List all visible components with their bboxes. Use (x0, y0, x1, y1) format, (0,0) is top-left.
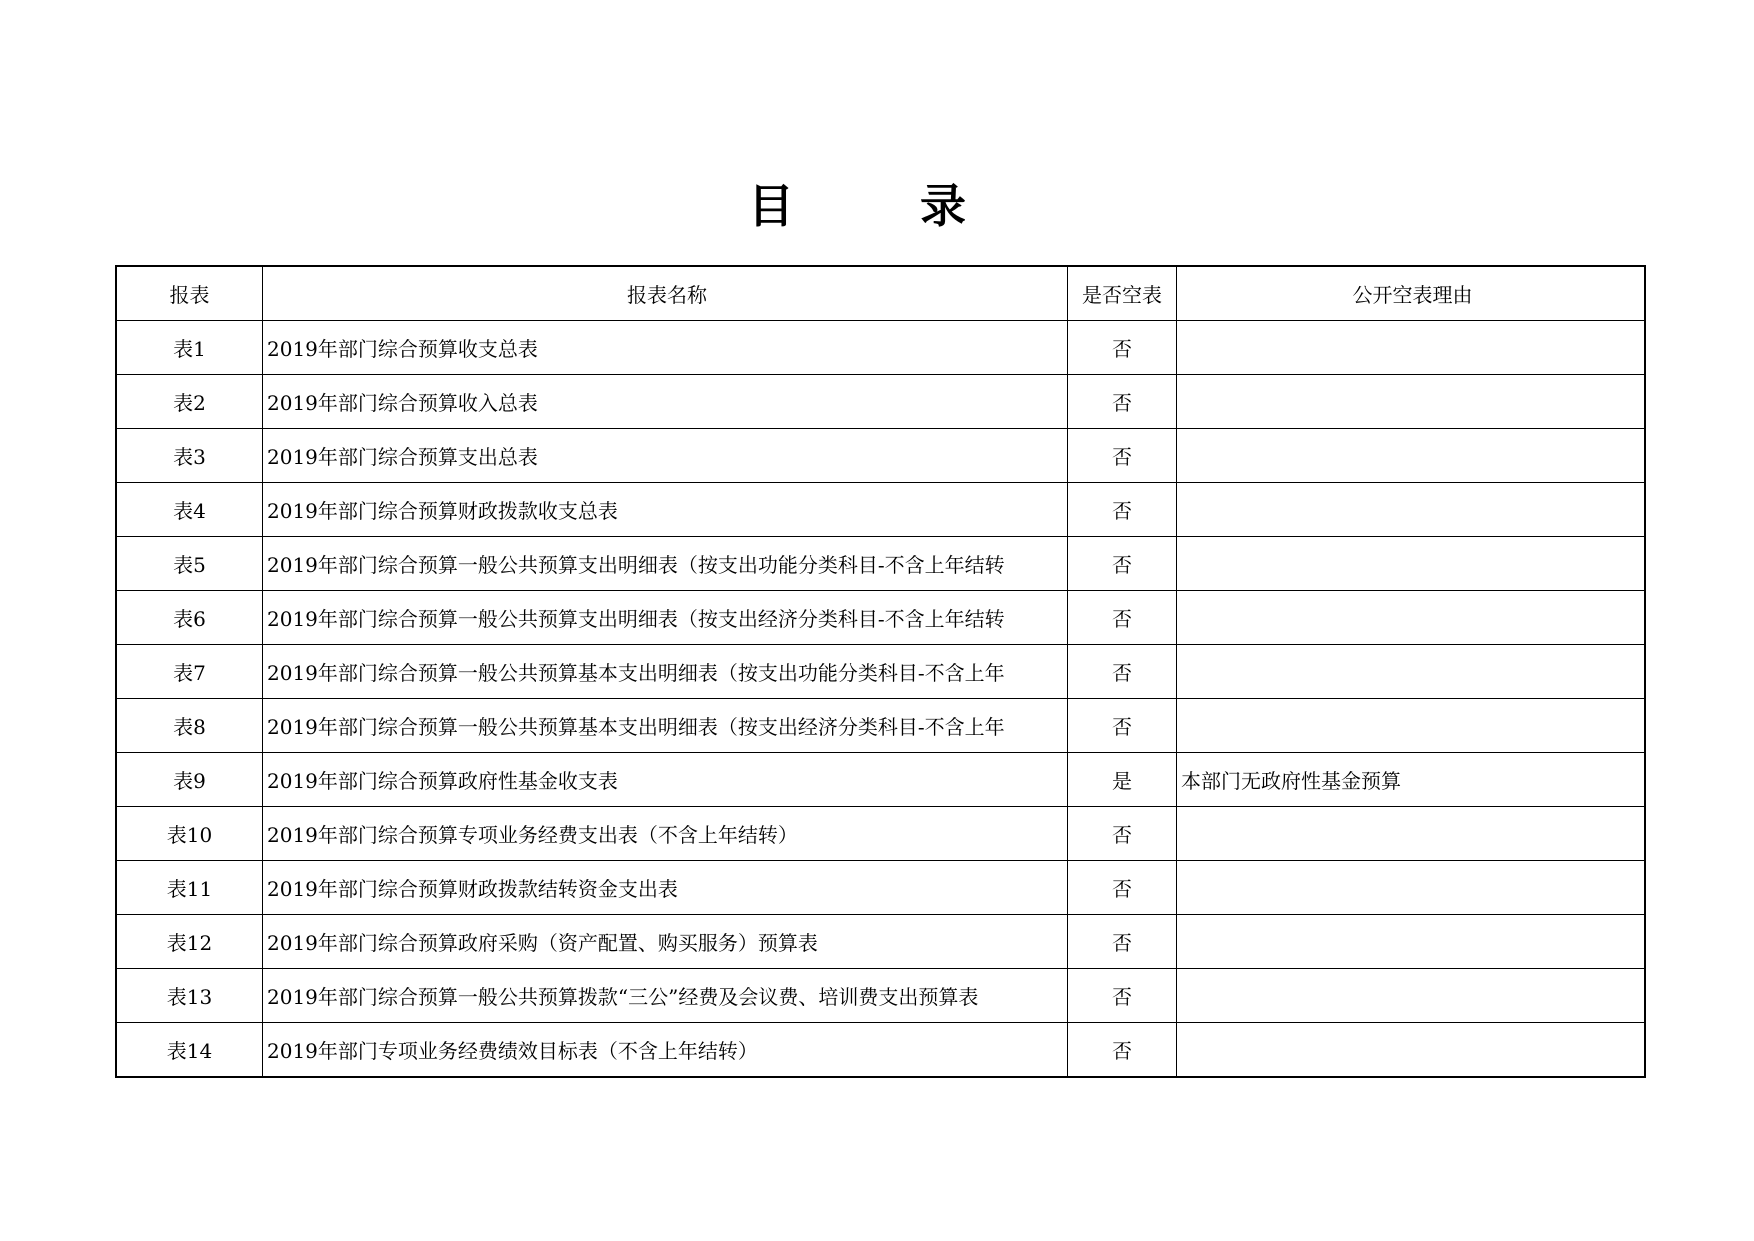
report-id-cell: 表4 (116, 483, 263, 537)
is-empty-cell: 否 (1068, 915, 1177, 969)
empty-reason-cell (1177, 807, 1646, 861)
is-empty-cell: 否 (1068, 1023, 1177, 1078)
table-row (116, 861, 1645, 915)
table-row (116, 969, 1645, 1023)
table-row (116, 753, 1645, 807)
report-name-cell: 2019年部门综合预算专项业务经费支出表（不含上年结转） (263, 807, 1068, 861)
is-empty-cell: 是 (1068, 753, 1177, 807)
header-report-id: 报表 (116, 266, 263, 321)
is-empty-cell: 否 (1068, 537, 1177, 591)
report-name-cell: 2019年部门综合预算一般公共预算拨款“三公”经费及会议费、培训费支出预算表 (263, 969, 1068, 1023)
is-empty-cell: 否 (1068, 861, 1177, 915)
table-row (116, 429, 1645, 483)
report-name-cell: 2019年部门综合预算一般公共预算支出明细表（按支出经济分类科目-不含上年结转 (263, 591, 1068, 645)
report-id-cell: 表8 (116, 699, 263, 753)
empty-reason-cell (1177, 1023, 1646, 1078)
report-id-cell: 表7 (116, 645, 263, 699)
empty-reason-cell (1177, 699, 1646, 753)
report-name-cell: 2019年部门综合预算政府采购（资产配置、购买服务）预算表 (263, 915, 1068, 969)
empty-reason-cell (1177, 483, 1646, 537)
report-name-cell: 2019年部门综合预算财政拨款结转资金支出表 (263, 861, 1068, 915)
header-report-name: 报表名称 (263, 266, 1068, 321)
report-id-cell: 表1 (116, 321, 263, 375)
empty-reason-cell (1177, 915, 1646, 969)
table-row (116, 915, 1645, 969)
is-empty-cell: 否 (1068, 969, 1177, 1023)
empty-reason-cell (1177, 969, 1646, 1023)
table-row (116, 699, 1645, 753)
table-row (116, 591, 1645, 645)
report-name-cell: 2019年部门综合预算政府性基金收支表 (263, 753, 1068, 807)
empty-reason-cell (1177, 591, 1646, 645)
table-header-row (116, 266, 1645, 321)
catalog-table (115, 265, 1646, 1078)
is-empty-cell: 否 (1068, 699, 1177, 753)
report-name-cell: 2019年部门专项业务经费绩效目标表（不含上年结转） (263, 1023, 1068, 1078)
is-empty-cell: 否 (1068, 321, 1177, 375)
report-name-cell: 2019年部门综合预算收入总表 (263, 375, 1068, 429)
empty-reason-cell: 本部门无政府性基金预算 (1177, 753, 1646, 807)
report-name-cell: 2019年部门综合预算一般公共预算基本支出明细表（按支出经济分类科目-不含上年 (263, 699, 1068, 753)
page-title: 目 录 (748, 179, 1006, 233)
empty-reason-cell (1177, 861, 1646, 915)
table-row (116, 1023, 1645, 1078)
report-name-cell: 2019年部门综合预算财政拨款收支总表 (263, 483, 1068, 537)
report-name-cell: 2019年部门综合预算一般公共预算基本支出明细表（按支出功能分类科目-不含上年 (263, 645, 1068, 699)
header-is-empty: 是否空表 (1068, 266, 1177, 321)
report-id-cell: 表13 (116, 969, 263, 1023)
is-empty-cell: 否 (1068, 645, 1177, 699)
is-empty-cell: 否 (1068, 375, 1177, 429)
report-id-cell: 表11 (116, 861, 263, 915)
is-empty-cell: 否 (1068, 807, 1177, 861)
is-empty-cell: 否 (1068, 483, 1177, 537)
empty-reason-cell (1177, 321, 1646, 375)
report-id-cell: 表10 (116, 807, 263, 861)
table-row (116, 537, 1645, 591)
report-id-cell: 表14 (116, 1023, 263, 1078)
empty-reason-cell (1177, 645, 1646, 699)
empty-reason-cell (1177, 537, 1646, 591)
table-row (116, 645, 1645, 699)
report-id-cell: 表9 (116, 753, 263, 807)
report-id-cell: 表2 (116, 375, 263, 429)
is-empty-cell: 否 (1068, 429, 1177, 483)
report-name-cell: 2019年部门综合预算支出总表 (263, 429, 1068, 483)
report-id-cell: 表6 (116, 591, 263, 645)
report-name-cell: 2019年部门综合预算一般公共预算支出明细表（按支出功能分类科目-不含上年结转 (263, 537, 1068, 591)
report-id-cell: 表3 (116, 429, 263, 483)
table-row (116, 321, 1645, 375)
report-name-cell: 2019年部门综合预算收支总表 (263, 321, 1068, 375)
empty-reason-cell (1177, 429, 1646, 483)
report-id-cell: 表5 (116, 537, 263, 591)
header-empty-reason: 公开空表理由 (1177, 266, 1646, 321)
report-id-cell: 表12 (116, 915, 263, 969)
table-row (116, 483, 1645, 537)
empty-reason-cell (1177, 375, 1646, 429)
table-row (116, 807, 1645, 861)
is-empty-cell: 否 (1068, 591, 1177, 645)
table-row (116, 375, 1645, 429)
